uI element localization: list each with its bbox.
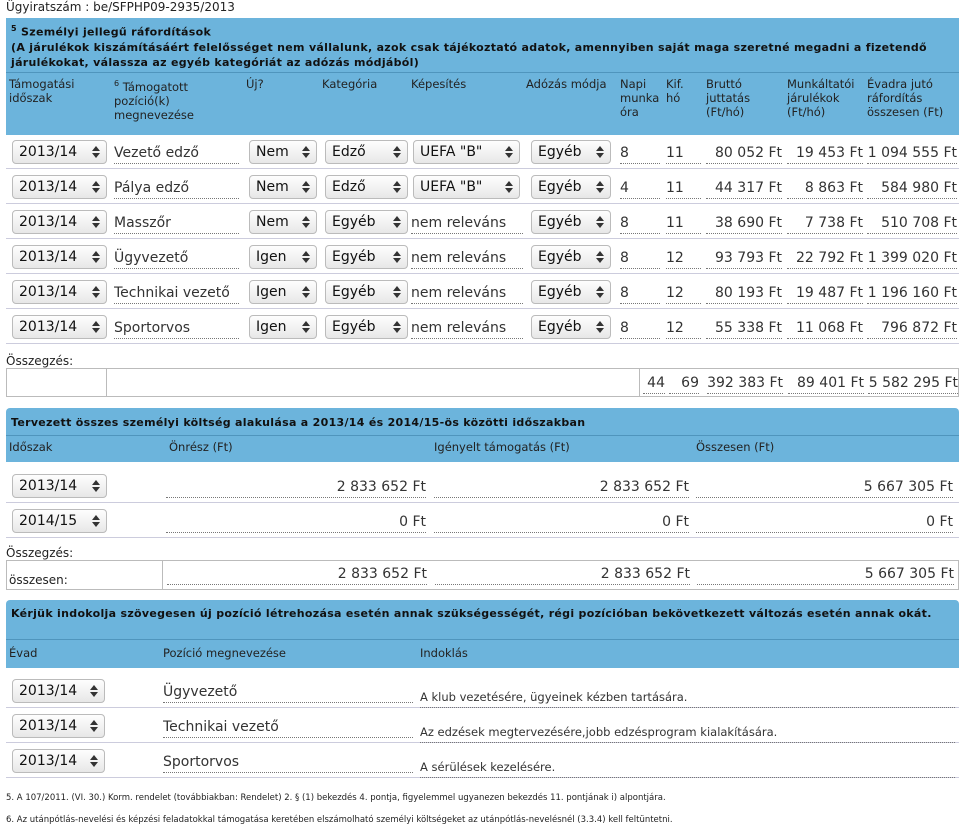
chevron-updown-icon: [594, 283, 606, 301]
category-select[interactable]: [325, 210, 408, 234]
qualification-text[interactable]: nem releváns: [411, 213, 523, 234]
period-select-value: 2013/14: [19, 284, 78, 300]
justification-row: [6, 675, 959, 708]
position-input[interactable]: Masszőr: [114, 213, 239, 234]
section1-header: [6, 18, 959, 73]
justification-panel: [6, 600, 959, 640]
new-position-select-value: Igen: [256, 249, 287, 265]
chevron-updown-icon: [391, 213, 403, 231]
planned-cost-row: [6, 505, 959, 538]
own-contribution-input[interactable]: 2 833 652 Ft: [166, 477, 426, 498]
chevron-updown-icon: [594, 178, 606, 196]
chevron-updown-icon: [391, 143, 403, 161]
requested-support-input[interactable]: 2 833 652 Ft: [434, 477, 689, 498]
footnote-ref-5: 5: [11, 24, 17, 33]
col2-requested: Igényelt támogatás (Ft): [434, 440, 570, 454]
new-position-select-value: Igen: [256, 284, 287, 300]
daily-hours-input[interactable]: 8: [620, 318, 660, 339]
chevron-updown-icon: [300, 248, 312, 266]
col-gross: Bruttó juttatás (Ft/hó): [706, 77, 751, 119]
personnel-row: [6, 171, 959, 204]
season-select-value: 2013/14: [19, 683, 78, 699]
summary-months: 69: [669, 373, 699, 394]
col3-reason: Indoklás: [420, 646, 468, 660]
chevron-updown-icon: [503, 143, 515, 161]
summary-annual: 5 582 295 Ft: [868, 373, 958, 394]
gross-input[interactable]: 38 690 Ft: [706, 213, 782, 234]
annual-total-value[interactable]: 796 872 Ft: [867, 318, 957, 339]
months-input[interactable]: 11: [666, 143, 701, 164]
season-select[interactable]: [12, 679, 105, 703]
col-employer-contrib: Munkáltatói járulékok (Ft/hó): [787, 77, 855, 119]
personnel-row: [6, 206, 959, 239]
months-input[interactable]: 11: [666, 213, 701, 234]
section1-column-headers: [6, 73, 959, 135]
chevron-updown-icon: [594, 213, 606, 231]
gross-input[interactable]: 80 052 Ft: [706, 143, 782, 164]
season-select[interactable]: [12, 714, 105, 738]
section1-subtitle: (A járulékok kiszámításáért felelősséget nem vállalunk, azok csak tájékoztató adatok, amennyiben saját maga szeretné megadni a fizetendő járulékokat, válassza az egyéb kategóriát az adózás módjából): [11, 40, 927, 69]
qualification-select[interactable]: [413, 140, 520, 164]
season-select-value: 2013/14: [19, 753, 78, 769]
reason-input[interactable]: Az edzések megtervezésére,jobb edzésprogram kialakítására.: [420, 722, 955, 743]
employer-contrib-value[interactable]: 8 863 Ft: [787, 178, 863, 199]
col-category: Kategória: [322, 77, 378, 91]
new-position-select[interactable]: [249, 280, 317, 304]
col3-position: Pozíció megnevezése: [163, 646, 287, 660]
total-total: 5 667 305 Ft: [697, 564, 954, 585]
chevron-updown-icon: [503, 178, 515, 196]
category-select[interactable]: [325, 315, 408, 339]
annual-total-value[interactable]: 1 399 020 Ft: [867, 248, 957, 269]
chevron-updown-icon: [300, 178, 312, 196]
tax-mode-select-value: Egyéb: [538, 284, 582, 300]
col3-season: Évad: [9, 646, 38, 660]
category-select[interactable]: [325, 245, 408, 269]
period-total-value[interactable]: 5 667 305 Ft: [696, 477, 953, 498]
period-select-value: 2013/14: [19, 144, 78, 160]
chevron-updown-icon: [300, 143, 312, 161]
section2-header: Tervezett összes személyi költség alakulása a 2013/14 és 2014/15-ös közötti időszakban: [6, 408, 959, 436]
daily-hours-input[interactable]: 4: [620, 178, 660, 199]
gross-input[interactable]: 93 793 Ft: [706, 248, 782, 269]
employer-contrib-value[interactable]: 19 487 Ft: [787, 283, 863, 304]
tax-mode-select-value: Egyéb: [538, 249, 582, 265]
new-position-select[interactable]: [249, 210, 317, 234]
chevron-updown-icon: [391, 248, 403, 266]
tax-mode-select[interactable]: [531, 245, 611, 269]
period2-select-value: 2013/14: [19, 478, 78, 494]
chevron-updown-icon: [90, 213, 102, 231]
chevron-updown-icon: [300, 283, 312, 301]
employer-contrib-value[interactable]: 7 738 Ft: [787, 213, 863, 234]
position-input[interactable]: Sportorvos: [114, 318, 239, 339]
section1-title: Személyi jellegű ráfordítások: [21, 25, 212, 39]
period-select[interactable]: [12, 315, 107, 339]
annual-total-value[interactable]: 584 980 Ft: [867, 178, 957, 199]
footnote-6: 6. Az utánpótlás-nevelési és képzési feladatokkal támogatása keretében elszámolható személyi költségeket az utánpótlás-nevelésnél (3.3.4) kell feltüntetni.: [6, 815, 673, 825]
months-input[interactable]: 12: [666, 248, 701, 269]
period2-select-value: 2014/15: [19, 513, 78, 529]
category-select-value: Egyéb: [332, 249, 376, 265]
qualification-select-value: UEFA "B": [420, 179, 483, 195]
personnel-row: [6, 136, 959, 169]
category-select-value: Edző: [332, 179, 366, 195]
category-select[interactable]: [325, 140, 408, 164]
personnel-row: [6, 241, 959, 274]
col-position-label: Támogatott pozíció(k) megnevezése: [114, 79, 195, 122]
daily-hours-input[interactable]: 8: [620, 283, 660, 304]
chevron-updown-icon: [90, 512, 102, 530]
summary-gross: 392 383 Ft: [707, 373, 783, 394]
tax-mode-select[interactable]: [531, 315, 611, 339]
tax-mode-select-value: Egyéb: [538, 179, 582, 195]
chevron-updown-icon: [391, 178, 403, 196]
position-input[interactable]: Pálya edző: [114, 178, 239, 199]
category-select-value: Egyéb: [332, 319, 376, 335]
new-position-select[interactable]: [249, 245, 317, 269]
category-select-value: Egyéb: [332, 214, 376, 230]
period-select[interactable]: [12, 280, 107, 304]
season-select[interactable]: [12, 749, 105, 773]
annual-total-value[interactable]: 1 196 160 Ft: [867, 283, 957, 304]
chevron-updown-icon: [300, 213, 312, 231]
chevron-updown-icon: [90, 248, 102, 266]
qualification-text[interactable]: nem releváns: [411, 283, 523, 304]
position-input[interactable]: Technikai vezető: [114, 283, 239, 304]
footnote-ref-6: 6: [114, 79, 120, 88]
section3-header: Kérjük indokolja szövegesen új pozíció létrehozása esetén annak szükségességét, régi pozícióban bekövetkezett változás esetén annak okát.: [6, 600, 959, 640]
tax-mode-select-value: Egyéb: [538, 319, 582, 335]
period-select-value: 2013/14: [19, 249, 78, 265]
personnel-row: [6, 276, 959, 309]
tax-mode-select[interactable]: [531, 175, 611, 199]
col2-period: Időszak: [9, 440, 53, 454]
new-position-select[interactable]: [249, 140, 317, 164]
section2-total-row: [6, 560, 959, 590]
reason-input[interactable]: A klub vezetésére, ügyeinek kézben tartására.: [420, 687, 955, 708]
personnel-row: [6, 311, 959, 344]
position-input[interactable]: Ügyvezető: [114, 248, 239, 269]
new-position-select-value: Nem: [256, 179, 289, 195]
period-select[interactable]: [12, 245, 107, 269]
col-months: Kif. hó: [666, 77, 684, 105]
employer-contrib-value[interactable]: 19 453 Ft: [787, 143, 863, 164]
chevron-updown-icon: [594, 143, 606, 161]
chevron-updown-icon: [300, 318, 312, 336]
annual-total-value[interactable]: 1 094 555 Ft: [867, 143, 957, 164]
chevron-updown-icon: [88, 752, 100, 770]
category-select[interactable]: [325, 175, 408, 199]
summary-employer: 89 401 Ft: [788, 373, 864, 394]
annual-total-value[interactable]: 510 708 Ft: [867, 213, 957, 234]
tax-mode-select[interactable]: [531, 140, 611, 164]
col-annual-total: Évadra jutó ráfordítás összesen (Ft): [867, 77, 944, 119]
daily-hours-input[interactable]: 8: [620, 213, 660, 234]
planned-cost-row: [6, 470, 959, 503]
new-position-select-value: Nem: [256, 214, 289, 230]
position-name-input[interactable]: Ügyvezető: [163, 682, 413, 703]
requested-support-input[interactable]: 0 Ft: [434, 512, 689, 533]
reason-input[interactable]: A sérülések kezelésére.: [420, 757, 955, 778]
justification-row: [6, 745, 959, 778]
months-input[interactable]: 11: [666, 178, 701, 199]
chevron-updown-icon: [90, 283, 102, 301]
chevron-updown-icon: [88, 682, 100, 700]
category-select[interactable]: [325, 280, 408, 304]
chevron-updown-icon: [90, 318, 102, 336]
position-name-input[interactable]: Sportorvos: [163, 752, 413, 773]
new-position-select[interactable]: [249, 315, 317, 339]
period-select-value: 2013/14: [19, 179, 78, 195]
period2-select[interactable]: [12, 474, 107, 498]
chevron-updown-icon: [90, 477, 102, 495]
total-requested: 2 833 652 Ft: [435, 564, 690, 585]
chevron-updown-icon: [594, 248, 606, 266]
col2-total: Összesen (Ft): [696, 440, 775, 454]
period-select-value: 2013/14: [19, 319, 78, 335]
period-select-value: 2013/14: [19, 214, 78, 230]
planned-costs-panel: [6, 408, 959, 436]
chevron-updown-icon: [90, 143, 102, 161]
tax-mode-select[interactable]: [531, 280, 611, 304]
chevron-updown-icon: [391, 318, 403, 336]
col-qualification: Képesítés: [411, 77, 467, 91]
period-select[interactable]: [12, 210, 107, 234]
total-label: összesen:: [9, 573, 68, 587]
position-name-input[interactable]: Technikai vezető: [163, 717, 413, 738]
total-own: 2 833 652 Ft: [167, 564, 427, 585]
qualification-select-value: UEFA "B": [420, 144, 483, 160]
chevron-updown-icon: [88, 717, 100, 735]
col-daily-hours: Napi munka óra: [620, 77, 660, 119]
section3-column-headers: [6, 640, 959, 668]
tax-mode-select-value: Egyéb: [538, 144, 582, 160]
chevron-updown-icon: [90, 178, 102, 196]
employer-contrib-value[interactable]: 11 068 Ft: [787, 318, 863, 339]
summary-hours: 44: [643, 373, 665, 394]
col-tax-mode: Adózás módja: [526, 77, 607, 91]
tax-mode-select[interactable]: [531, 210, 611, 234]
section1-summary-row: [6, 368, 959, 397]
employer-contrib-value[interactable]: 22 792 Ft: [787, 248, 863, 269]
period-select[interactable]: [12, 140, 107, 164]
chevron-updown-icon: [594, 318, 606, 336]
qualification-text[interactable]: nem releváns: [411, 248, 523, 269]
new-position-select-value: Igen: [256, 319, 287, 335]
category-select-value: Egyéb: [332, 284, 376, 300]
chevron-updown-icon: [391, 283, 403, 301]
daily-hours-input[interactable]: 8: [620, 248, 660, 269]
own-contribution-input[interactable]: 0 Ft: [166, 512, 426, 533]
section2-column-headers: [6, 436, 959, 462]
section2-summary-label: Összegzés:: [6, 546, 74, 560]
period-select[interactable]: [12, 175, 107, 199]
footnote-5: 5. A 107/2011. (VI. 30.) Korm. rendelet (továbbiakban: Rendelet) 2. § (1) bekezdés 4. pontja, figyelemmel ugyanezen bekezdés 11. pontjának i) alpontjára.: [6, 793, 666, 803]
col2-own: Önrész (Ft): [169, 440, 233, 454]
gross-input[interactable]: 55 338 Ft: [706, 318, 782, 339]
months-input[interactable]: 12: [666, 318, 701, 339]
season-select-value: 2013/14: [19, 718, 78, 734]
new-position-select[interactable]: [249, 175, 317, 199]
new-position-select-value: Nem: [256, 144, 289, 160]
document-number: Ügyiratszám : be/SFPHP09-2935/2013: [6, 0, 235, 14]
months-input[interactable]: 12: [666, 283, 701, 304]
gross-input[interactable]: 44 317 Ft: [706, 178, 782, 199]
col-period: Támogatási időszak: [9, 77, 75, 105]
col-position: [114, 77, 234, 122]
col-new: Új?: [246, 77, 264, 91]
daily-hours-input[interactable]: 8: [620, 143, 660, 164]
period-total-value[interactable]: 0 Ft: [696, 512, 953, 533]
qualification-text[interactable]: nem releváns: [411, 318, 523, 339]
period2-select[interactable]: [12, 509, 107, 533]
gross-input[interactable]: 80 193 Ft: [706, 283, 782, 304]
tax-mode-select-value: Egyéb: [538, 214, 582, 230]
qualification-select[interactable]: [413, 175, 520, 199]
justification-row: [6, 710, 959, 743]
section1-summary-label: Összegzés:: [6, 354, 74, 368]
category-select-value: Edző: [332, 144, 366, 160]
position-input[interactable]: Vezető edző: [114, 143, 239, 164]
